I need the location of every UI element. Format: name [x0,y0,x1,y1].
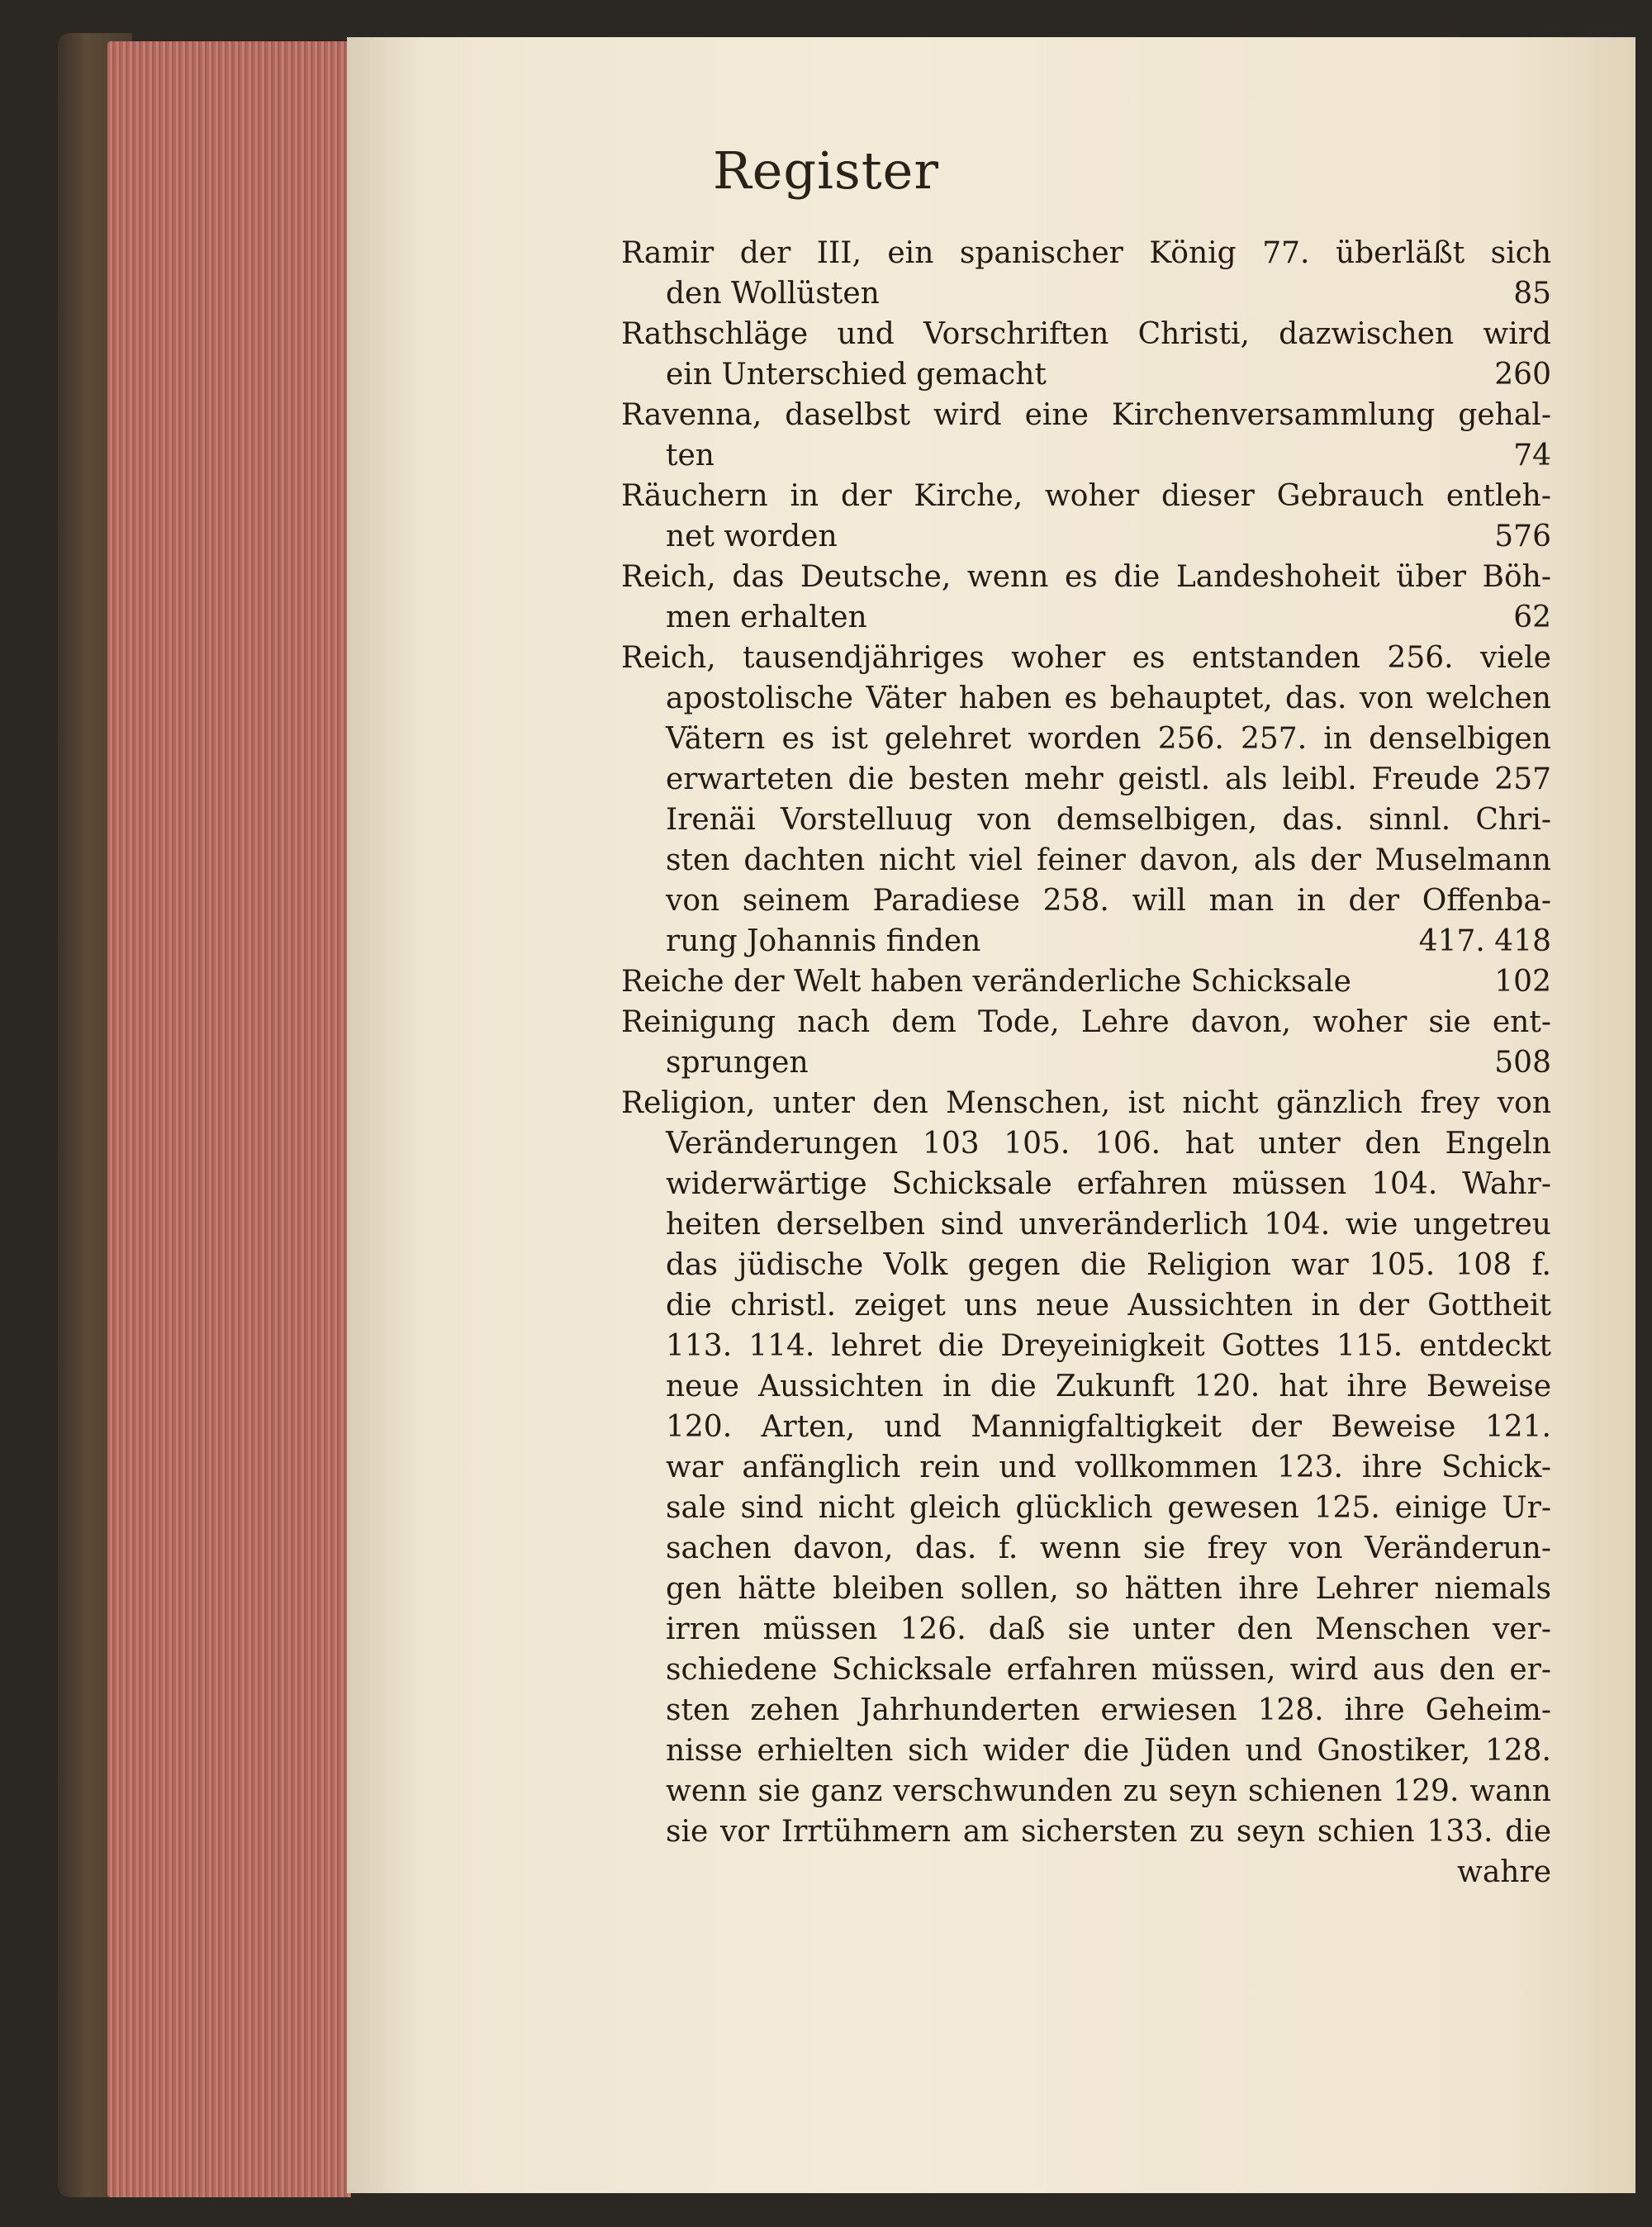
page-number: 62 [1513,601,1551,634]
page-number: 260 [1494,358,1551,392]
index-line [621,1083,1551,1123]
index-line [621,1609,1551,1650]
index-entry-text: gen hätte bleiben sollen, so hätten ihre Lehrer niemals [666,1572,1551,1606]
index-entry-text: Räuchern in der Kirche, woher dieser Gebrauch entleh- [621,479,1551,513]
index-line [621,1407,1551,1447]
catchword-line [621,1852,1551,1892]
index-entry-text: widerwärtige Schicksale erfahren müssen 104. Wahr- [666,1167,1551,1201]
page-title: Register [713,140,939,201]
index-line [621,1447,1551,1488]
index-line [621,476,1551,516]
index-line [621,1164,1551,1204]
index-entry-text: Rathschläge und Vorschriften Christi, dazwischen wird [621,317,1551,351]
index-line [621,840,1551,881]
index-entry-text: sachen davon, das. f. wenn sie frey von Veränderun- [666,1531,1551,1565]
index-line [621,678,1551,719]
index-line [621,435,1551,476]
index-line [621,800,1551,840]
index-entry-text: Ravenna, daselbst wird eine Kirchenversammlung gehal- [621,398,1551,432]
index-entry-text: heiten derselben sind unveränderlich 104. wie ungetreu [666,1208,1551,1242]
index-line [621,1204,1551,1245]
index-entry-text: 113. 114. lehret die Dreyeinigkeit Gottes 115. entdeckt [666,1329,1551,1363]
index-line [621,1002,1551,1042]
index-line [621,881,1551,921]
index-line [621,314,1551,354]
index-line [621,1123,1551,1164]
catchword: wahre [1457,1855,1551,1889]
page-number: 508 [1494,1046,1551,1080]
index-entry-text: ein Unterschied gemacht [666,358,1047,392]
index-line [621,516,1551,557]
page-number: 74 [1513,439,1551,472]
index-entry-text: apostolische Väter haben es behauptet, das. von welchen [666,681,1551,715]
index-entry-text: sale sind nicht gleich glücklich gewesen 125. einige Ur- [666,1491,1551,1525]
index-entry-text: die christl. zeiget uns neue Aussichten in der Gottheit [666,1289,1551,1322]
index-line [621,1731,1551,1771]
index-entry-text: Reinigung nach dem Tode, Lehre davon, woher sie ent- [621,1005,1551,1039]
index-line [621,273,1551,314]
index-line [621,1488,1551,1528]
index-entry-text: Reiche der Welt haben veränderliche Schicksale [621,965,1351,999]
index-entry-text: das jüdische Volk gegen die Religion war 105. 108 f. [666,1248,1551,1282]
index-line [621,719,1551,759]
index-line [621,233,1551,273]
index-line [621,1245,1551,1285]
page-number: 417. 418 [1418,924,1551,958]
index-line [621,1650,1551,1690]
index-entry-text: schiedene Schicksale erfahren müssen, wird aus den er- [666,1653,1551,1687]
index-entry-text: wenn sie ganz verschwunden zu seyn schienen 129. wann [666,1774,1551,1808]
index-line [621,759,1551,800]
index-entry-text: sprungen [666,1046,809,1080]
index-line [621,962,1551,1002]
index-entry-text: 120. Arten, und Mannigfaltigkeit der Beweise 121. [666,1410,1551,1444]
index-line [621,921,1551,962]
index-line [621,354,1551,395]
index-entry-text: irren müssen 126. daß sie unter den Menschen ver- [666,1612,1551,1646]
index-line [621,1569,1551,1609]
index-entry-text: den Wollüsten [666,277,880,311]
index-line [621,1326,1551,1366]
page-number: 576 [1494,520,1551,553]
index-entry-text: Religion, unter den Menschen, ist nicht gänzlich frey von [621,1086,1551,1120]
index-line [621,1690,1551,1731]
index-entry-text: sten dachten nicht viel feiner davon, als der Muselmann [666,843,1551,877]
index-entry-text: rung Johannis finden [666,924,981,958]
index-entry-text: men erhalten [666,601,867,634]
index-entry-text: Reich, tausendjähriges woher es entstanden 256. viele [621,641,1551,675]
index-line [621,1771,1551,1812]
index-entry-text: net worden [666,520,838,553]
page-edges [107,41,351,2197]
index-entry-text: Reich, das Deutsche, wenn es die Landeshoheit über Böh- [621,560,1551,594]
index-entry-text: Ramir der III, ein spanischer König 77. überläßt sich [621,236,1551,270]
index-entry-text: sten zehen Jahrhunderten erwiesen 128. ihre Geheim- [666,1693,1551,1727]
index-line [621,638,1551,678]
page-number: 102 [1494,965,1551,999]
index-entry-text: war anfänglich rein und vollkommen 123. ihre Schick- [666,1451,1551,1484]
index-line [621,395,1551,435]
index-entry-text: Vätern es ist gelehret worden 256. 257. in denselbigen [666,722,1551,756]
index-line [621,597,1551,638]
index-line [621,1366,1551,1407]
page-number: 85 [1513,277,1551,311]
index-text [621,233,1551,1892]
index-entry-text: von seinem Paradiese 258. will man in der Offenba- [666,884,1551,918]
index-line [621,557,1551,597]
index-entry-text: sie vor Irrtühmern am sichersten zu seyn schien 133. die [666,1815,1551,1849]
index-line [621,1528,1551,1569]
index-entry-text: neue Aussichten in die Zukunft 120. hat ihre Beweise [666,1370,1551,1403]
index-entry-text: erwarteten die besten mehr geistl. als leibl. Freude 257 [666,762,1551,796]
index-line [621,1812,1551,1852]
index-entry-text: Veränderungen 103 105. 106. hat unter den Engeln [666,1127,1551,1161]
index-line [621,1285,1551,1326]
index-entry-text: nisse erhielten sich wider die Jüden und Gnostiker, 128. [666,1734,1551,1768]
index-line [621,1042,1551,1083]
index-entry-text: ten [666,439,714,472]
index-entry-text: Irenäi Vorstelluug von demselbigen, das. sinnl. Chri- [666,803,1551,837]
